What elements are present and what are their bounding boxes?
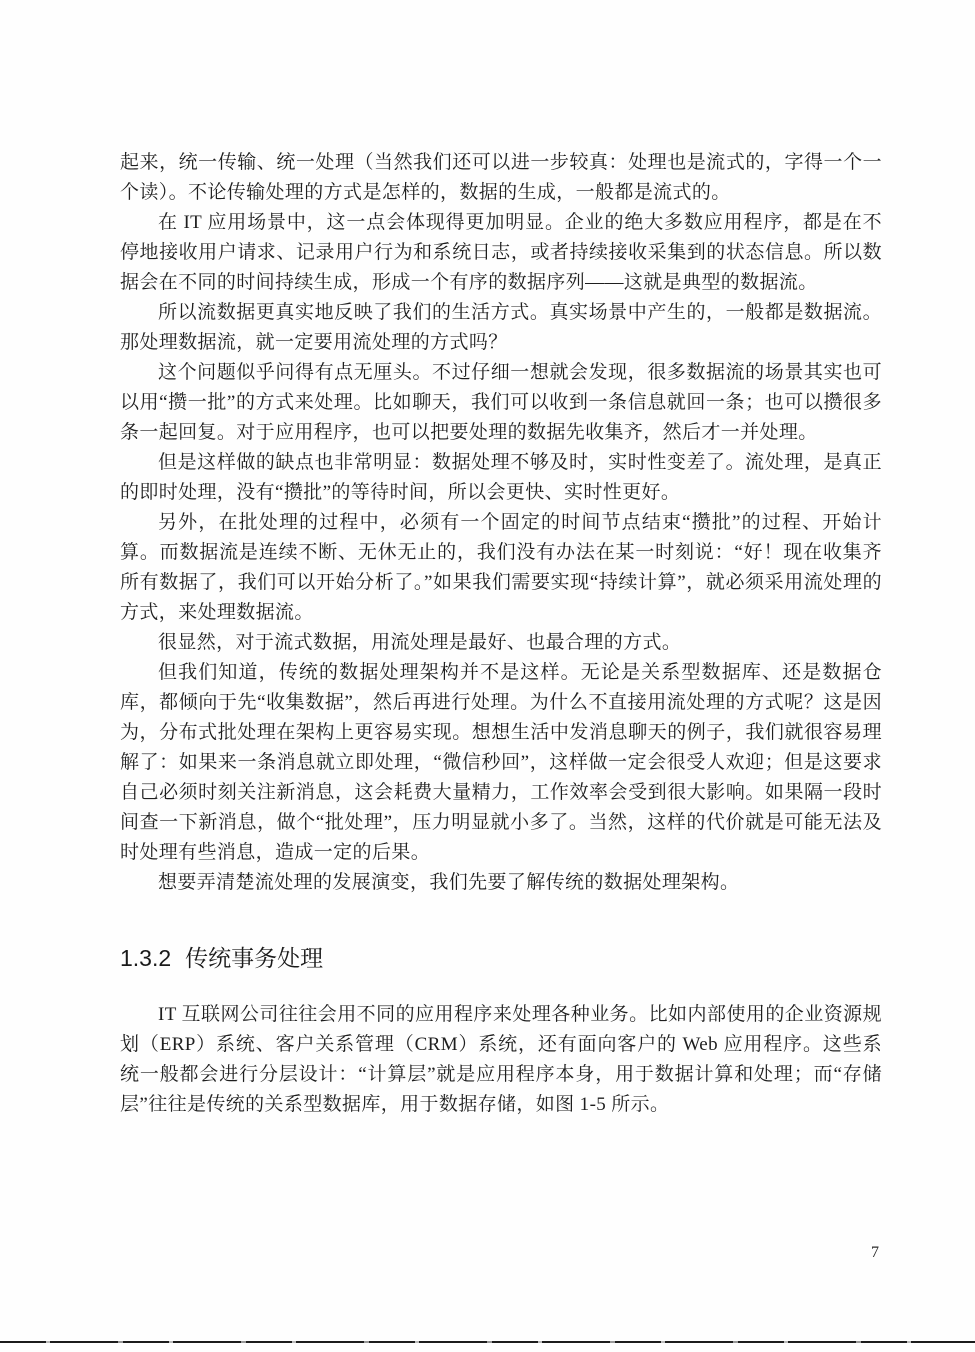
paragraph: 所以流数据更真实地反映了我们的生活方式。真实场景中产生的，一般都是数据流。那处理数据流，就一定要用流处理的方式吗？ — [120, 302, 882, 353]
paragraph: 另外，在批处理的过程中，必须有一个固定的时间节点结束“攒批”的过程、开始计算。而数据流是连续不断、无休无止的，我们没有办法在某一时刻说：“好！现在收集齐所有数据了，我们可以开始分析了。”如果我们需要实现“持续计算”，就必须采用流处理的方式，来处理数据流。 — [120, 512, 882, 623]
page-body-text — [120, 148, 882, 1120]
page-number: 7 — [871, 1244, 879, 1261]
paragraph: 在 IT 应用场景中，这一点会体现得更加明显。企业的绝大多数应用程序，都是在不停地接收用户请求、记录用户行为和系统日志，或者持续接收采集到的状态信息。所以数据会在不同的时间持续生成，形成一个有序的数据序列——这就是典型的数据流。 — [120, 212, 882, 293]
paragraph: IT 互联网公司往往会用不同的应用程序来处理各种业务。比如内部使用的企业资源规划（ERP）系统、客户关系管理（CRM）系统，还有面向客户的 Web 应用程序。这些系统一般都会进行分层设计：“计算层”就是应用程序本身，用于数据计算和处理；而“存储层”往往是传统的关系型数据库，用于数据存储，如图 1-5 所示。 — [120, 1004, 882, 1115]
paragraph: 这个问题似乎问得有点无厘头。不过仔细一想就会发现，很多数据流的场景其实也可以用“攒一批”的方式来处理。比如聊天，我们可以收到一条信息就回一条；也可以攒很多条一起回复。对于应用程序，也可以把要处理的数据先收集齐，然后才一并处理。 — [120, 362, 882, 443]
paragraph: 但我们知道，传统的数据处理架构并不是这样。无论是关系型数据库、还是数据仓库，都倾向于先“收集数据”，然后再进行处理。为什么不直接用流处理的方式呢？这是因为，分布式批处理在架构上更容易实现。想想生活中发消息聊天的例子，我们就很容易理解了：如果来一条消息就立即处理，“微信秒回”，这样做一定会很受人欢迎；但是这要求自己必须时刻关注新消息，这会耗费大量精力，工作效率会受到很大影响。如果隔一段时间查一下新消息，做个“批处理”，压力明显就小多了。当然，这样的代价就是可能无法及时处理有些消息，造成一定的后果。 — [120, 662, 882, 863]
section-heading — [120, 942, 882, 974]
page-edge-line — [0, 1341, 975, 1343]
paragraph: 起来，统一传输、统一处理（当然我们还可以进一步较真：处理也是流式的，字得一个一个读）。不论传输处理的方式是怎样的，数据的生成，一般都是流式的。 — [120, 152, 882, 203]
section-heading-number: 1.3.2 — [120, 945, 172, 971]
paragraph: 很显然，对于流式数据，用流处理是最好、也最合理的方式。 — [158, 632, 682, 653]
paragraph: 但是这样做的缺点也非常明显：数据处理不够及时，实时性变差了。流处理，是真正的即时处理，没有“攒批”的等待时间，所以会更快、实时性更好。 — [120, 452, 882, 503]
section-heading-title: 传统事务处理 — [185, 945, 324, 971]
paragraph: 想要弄清楚流处理的发展演变，我们先要了解传统的数据处理架构。 — [158, 872, 740, 893]
